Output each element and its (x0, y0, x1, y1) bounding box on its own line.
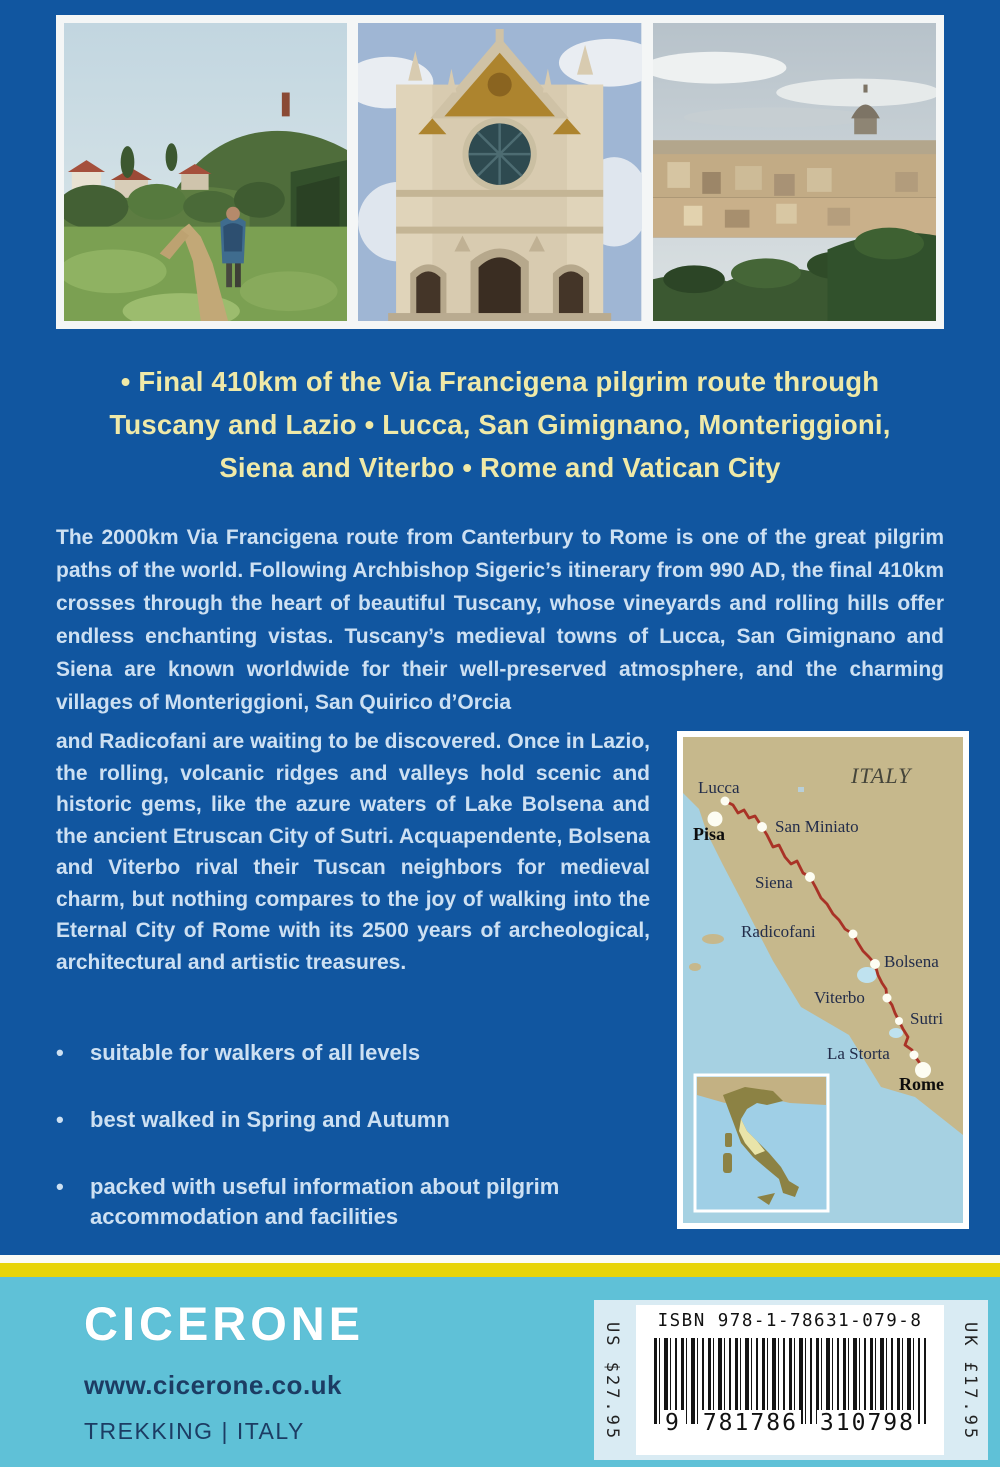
map-town-label: Lucca (698, 778, 740, 797)
blurb-paragraph-full-width: The 2000km Via Francigena route from Canterbury to Rome is one of the great pilgrim paths of the world. Following Archbishop Sigeric’s itinerary from 990 AD, the final 410km crosses through the heart of beautiful Tuscany, whose vineyards and rolling hills offer endless enchanting vistas. Tuscany’s medieval towns of Lucca, San Gimignano and Siena are known worldwide for their well-preserved atmosphere, and the charming villages of Monteriggioni, San Quirico d’Orcia (56, 526, 944, 714)
map-town-label: Rome (899, 1074, 944, 1094)
photo-strip (56, 15, 944, 329)
feature-bullet-list (56, 1038, 676, 1269)
bullet-text: best walked in Spring and Autumn (90, 1107, 450, 1132)
tuscan-trail-illustration (64, 23, 347, 321)
barcode-panel (594, 1300, 988, 1460)
rome-skyline-illustration (653, 23, 936, 321)
divider-white-strip (0, 1255, 1000, 1263)
list-item (56, 1038, 676, 1068)
bullet-icon: • (56, 1107, 64, 1132)
map-town-label: La Storta (827, 1044, 890, 1063)
italy-inset-map (695, 1075, 828, 1211)
map-town-label: Bolsena (884, 952, 939, 971)
list-item (56, 1172, 676, 1232)
barcode-digit-group: 9 (662, 1410, 684, 1436)
headline-line-2: Tuscany and Lazio • Lucca, San Gimignano, Monteriggioni, (109, 409, 891, 440)
map-town-label: Siena (755, 873, 793, 892)
price-us: US $27.95 (602, 1322, 622, 1442)
bullet-icon: • (56, 1174, 64, 1199)
bullet-text: suitable for walkers of all levels (90, 1040, 421, 1065)
isbn-number: ISBN 978-1-78631-079-8 (657, 1311, 923, 1331)
divider-yellow-strip (0, 1263, 1000, 1277)
blurb-paragraph-beside-map: and Radicofani are waiting to be discovered. Once in Lazio, the rolling, volcanic ridges and valleys hold scenic and historic gems, like the azure waters of Lake Bolsena and the ancient Etruscan City of Sutri. Acquapendente, Bolsena and Viterbo rival their Tuscan neighbors for medieval charm, but nothing compares to the joy of walking into the Eternal City of Rome with its 2500 years of archeological, architectural and artistic treasures. (56, 730, 650, 974)
map-town-label: Radicofani (741, 922, 816, 941)
barcode-digit-group: 310798 (817, 1410, 918, 1436)
headline-line-1: • Final 410km of the Via Francigena pilgrim route through (120, 366, 880, 397)
headline-line-3: Siena and Viterbo • Rome and Vatican City (219, 452, 781, 483)
publisher-website: www.cicerone.co.uk (84, 1370, 343, 1400)
map-town-label: Viterbo (814, 988, 865, 1007)
back-cover-headline (40, 360, 960, 489)
barcode-digits (636, 1410, 944, 1436)
photo-rome-skyline (653, 23, 936, 321)
photo-siena-cathedral (358, 23, 641, 321)
map-town-label: Sutri (910, 1009, 944, 1028)
list-item (56, 1105, 676, 1135)
map-town-label: San Miniato (775, 817, 859, 836)
price-uk: UK £17.95 (960, 1322, 980, 1442)
siena-cathedral-illustration (358, 23, 641, 321)
photo-tuscan-trail (64, 23, 347, 321)
map-country-label: ITALY (851, 763, 912, 788)
map-town-label: Pisa (693, 824, 726, 844)
route-map-illustration (683, 737, 963, 1223)
barcode (636, 1305, 944, 1455)
bullet-icon: • (56, 1040, 64, 1065)
route-map (677, 731, 969, 1229)
barcode-digit-group: 781786 (700, 1410, 801, 1436)
cicerone-logo: CICERONE (84, 1297, 365, 1350)
bullet-text: packed with useful information about pilgrim accommodation and facilities (90, 1174, 560, 1229)
book-category-label: TREKKING | ITALY (84, 1418, 305, 1444)
